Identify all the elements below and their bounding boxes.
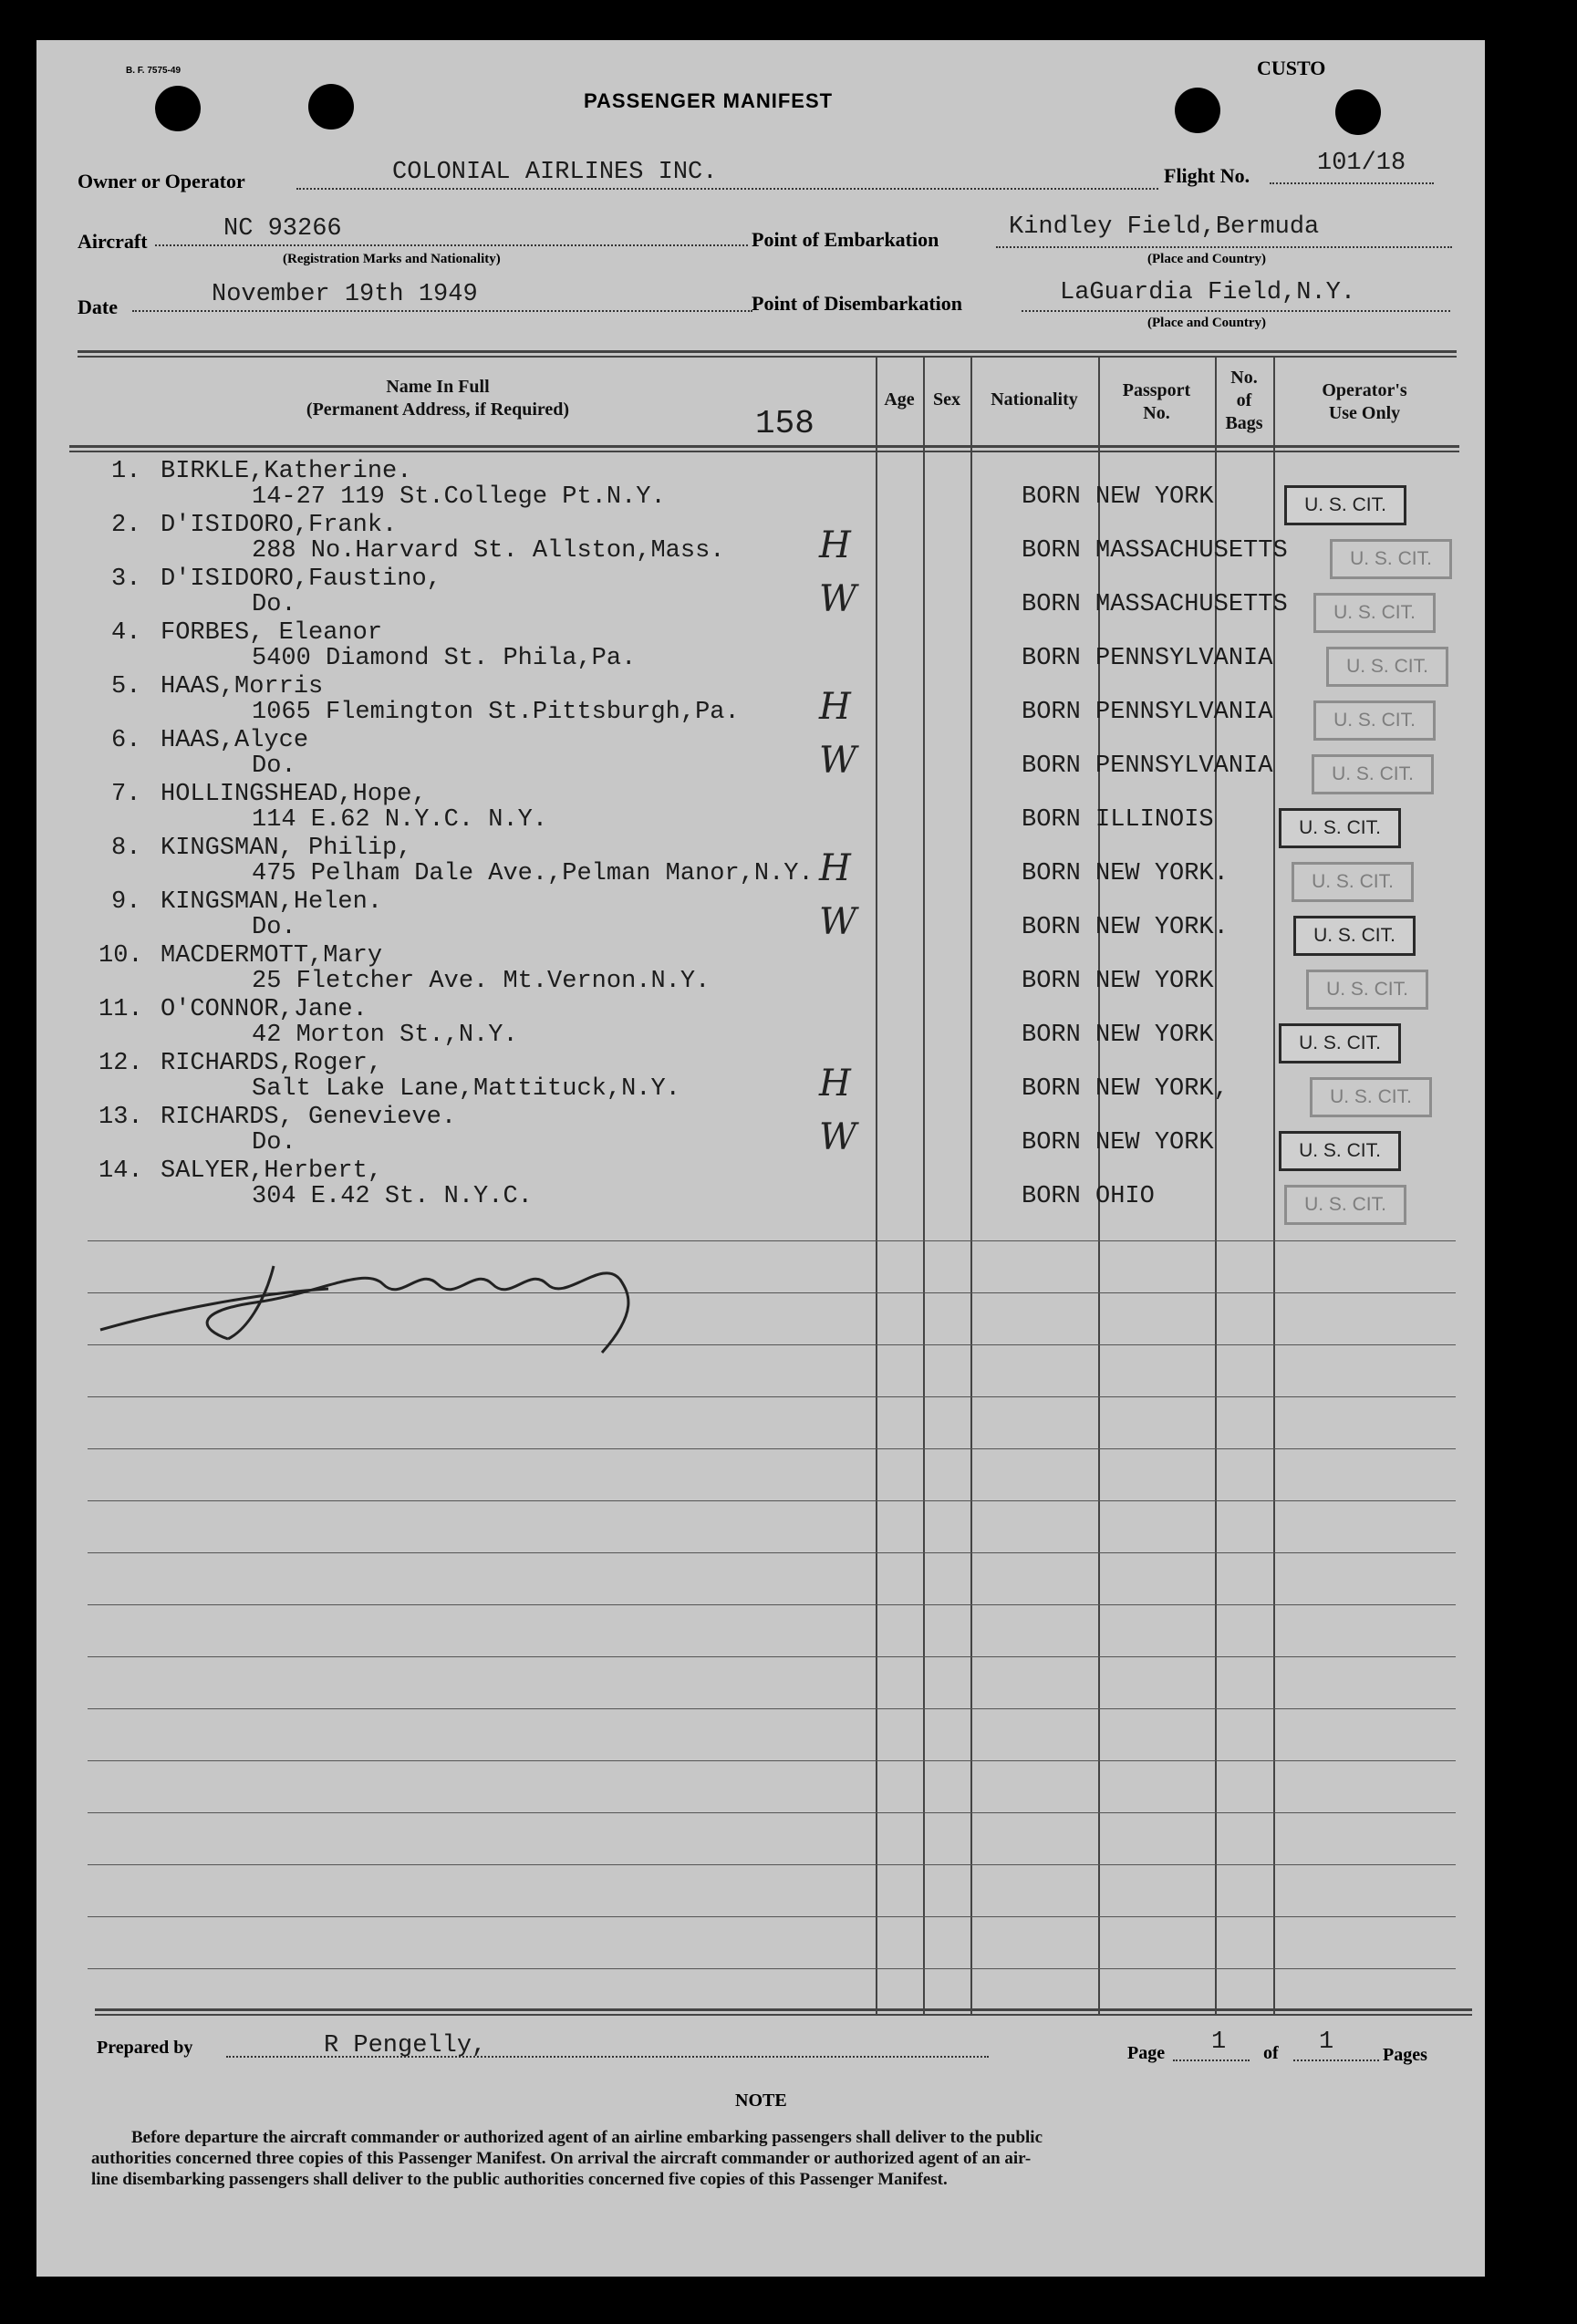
- passenger-number: 4.: [111, 619, 141, 647]
- date-value: November 19th 1949: [212, 281, 478, 308]
- passenger-address: 25 Fletcher Ave. Mt.Vernon.N.Y.: [252, 968, 711, 995]
- passenger-nationality: BORN PENNSYLVANIA: [1022, 699, 1273, 726]
- passenger-address: 1065 Flemington St.Pittsburgh,Pa.: [252, 699, 740, 726]
- passenger-nationality: BORN NEW YORK,: [1022, 1075, 1229, 1103]
- passenger-address: 14-27 119 St.College Pt.N.Y.: [252, 483, 666, 511]
- passenger-name: RICHARDS,Roger,: [161, 1050, 383, 1077]
- page-number: 1: [1211, 2028, 1227, 2056]
- handwritten-count: 158: [755, 405, 814, 442]
- passenger-number: 11.: [99, 996, 143, 1023]
- passenger-name: HAAS,Alyce: [161, 727, 309, 754]
- note-line: line disembarking passengers shall deliver to the public authorities concerned five copies of this Passenger Manifest.: [91, 2170, 948, 2189]
- col-operator-header: Operator's Use Only: [1322, 380, 1407, 423]
- passenger-name: RICHARDS, Genevieve.: [161, 1104, 457, 1131]
- ruled-line: [88, 1604, 1456, 1605]
- ruled-line: [88, 1864, 1456, 1865]
- passenger-number: 6.: [111, 727, 141, 754]
- ruled-line: [88, 1760, 1456, 1761]
- aircraft-sub: (Registration Marks and Nationality): [283, 252, 501, 266]
- date-label: Date: [78, 296, 118, 318]
- note-line: Before departure the aircraft commander or authorized agent of an airline embarking passengers shall deliver to the public: [131, 2128, 1043, 2147]
- col-sex-header: Sex: [933, 389, 960, 410]
- us-citizen-stamp: U. S. CIT.: [1279, 1023, 1401, 1063]
- ruled-line: [88, 1656, 1456, 1657]
- form-number: B. F. 7575-49: [126, 66, 182, 76]
- col-name-header: [173, 376, 702, 421]
- passenger-address: Do.: [252, 1129, 296, 1157]
- passenger-nationality: BORN NEW YORK: [1022, 483, 1214, 511]
- us-citizen-stamp: U. S. CIT.: [1284, 485, 1406, 525]
- col-bags-header: No. of Bags: [1225, 368, 1263, 433]
- prepared-by-label: Prepared by: [97, 2038, 193, 2058]
- passenger-address: 475 Pelham Dale Ave.,Pelman Manor,N.Y.: [252, 860, 814, 887]
- col-age-header: Age: [884, 389, 915, 410]
- ruled-line: [88, 1708, 1456, 1709]
- passenger-nationality: BORN NEW YORK: [1022, 1022, 1214, 1049]
- us-citizen-stamp: U. S. CIT.: [1306, 970, 1428, 1010]
- passenger-name: KINGSMAN, Philip,: [161, 835, 412, 862]
- disembark-label: Point of Disembarkation: [752, 292, 962, 315]
- aircraft-label: Aircraft: [78, 230, 148, 253]
- signature-scrawl: [91, 1193, 675, 1357]
- handwritten-mark: H: [819, 686, 851, 728]
- us-citizen-stamp: U. S. CIT.: [1310, 1077, 1432, 1117]
- punch-hole: [1175, 88, 1220, 133]
- passenger-nationality: BORN MASSACHUSETTS: [1022, 591, 1288, 618]
- passenger-address: 288 No.Harvard St. Allston,Mass.: [252, 537, 725, 565]
- passenger-name: D'ISIDORO,Faustino,: [161, 565, 441, 593]
- us-citizen-stamp: U. S. CIT.: [1330, 539, 1452, 579]
- passenger-name: SALYER,Herbert,: [161, 1157, 383, 1185]
- handwritten-mark: W: [819, 901, 857, 943]
- col-name-line1: Name In Full: [386, 377, 490, 397]
- us-citizen-stamp: U. S. CIT.: [1313, 593, 1436, 633]
- passenger-nationality: BORN NEW YORK: [1022, 968, 1214, 995]
- ruled-line: [88, 1812, 1456, 1813]
- passenger-nationality: BORN NEW YORK.: [1022, 914, 1229, 941]
- passenger-number: 8.: [111, 835, 141, 862]
- embark-value: Kindley Field,Bermuda: [1009, 213, 1320, 241]
- ruled-line: [88, 1916, 1456, 1917]
- note-title: NOTE: [735, 2091, 787, 2111]
- us-citizen-stamp: U. S. CIT.: [1312, 754, 1434, 794]
- passenger-number: 3.: [111, 565, 141, 593]
- col-nationality-header: Nationality: [991, 389, 1078, 410]
- passenger-name: BIRKLE,Katherine.: [161, 458, 412, 485]
- ruled-line: [88, 1968, 1456, 1969]
- passenger-name: D'ISIDORO,Frank.: [161, 512, 398, 539]
- passenger-number: 7.: [111, 781, 141, 808]
- us-citizen-stamp: U. S. CIT.: [1292, 862, 1414, 902]
- owner-label: Owner or Operator: [78, 170, 245, 192]
- of-label: of: [1263, 2043, 1279, 2063]
- handwritten-mark: W: [819, 740, 857, 782]
- passenger-address: 5400 Diamond St. Phila,Pa.: [252, 645, 637, 672]
- passenger-address: Do.: [252, 752, 296, 780]
- handwritten-mark: H: [819, 524, 851, 566]
- prepared-by-value: R Pengelly,: [324, 2032, 487, 2059]
- us-citizen-stamp: U. S. CIT.: [1326, 647, 1448, 687]
- embark-label: Point of Embarkation: [752, 228, 939, 251]
- corner-label: CUSTO: [1257, 57, 1326, 79]
- pages-label: Pages: [1383, 2045, 1427, 2065]
- passenger-number: 5.: [111, 673, 141, 700]
- passenger-address: 304 E.42 St. N.Y.C.: [252, 1183, 533, 1210]
- passenger-number: 2.: [111, 512, 141, 539]
- ruled-line: [88, 1448, 1456, 1449]
- us-citizen-stamp: U. S. CIT.: [1293, 916, 1416, 956]
- us-citizen-stamp: U. S. CIT.: [1313, 700, 1436, 741]
- passenger-address: Salt Lake Lane,Mattituck,N.Y.: [252, 1075, 680, 1103]
- punch-hole: [1335, 89, 1381, 135]
- us-citizen-stamp: U. S. CIT.: [1284, 1185, 1406, 1225]
- punch-hole: [155, 86, 201, 131]
- passenger-name: HAAS,Morris: [161, 673, 324, 700]
- embark-sub: (Place and Country): [1147, 252, 1266, 266]
- page-title: PASSENGER MANIFEST: [584, 89, 834, 112]
- handwritten-mark: H: [819, 847, 851, 889]
- passenger-nationality: BORN MASSACHUSETTS: [1022, 537, 1288, 565]
- handwritten-mark: W: [819, 1116, 857, 1158]
- passenger-nationality: BORN PENNSYLVANIA: [1022, 645, 1273, 672]
- passenger-number: 12.: [99, 1050, 143, 1077]
- owner-value: COLONIAL AIRLINES INC.: [392, 159, 718, 186]
- passenger-number: 10.: [99, 942, 143, 970]
- page-label: Page: [1127, 2043, 1166, 2063]
- col-name-line2: (Permanent Address, if Required): [306, 399, 570, 420]
- passenger-name: O'CONNOR,Jane.: [161, 996, 368, 1023]
- ruled-line: [88, 1396, 1456, 1397]
- passenger-number: 14.: [99, 1157, 143, 1185]
- note-text: [91, 2127, 1459, 2190]
- handwritten-mark: W: [819, 578, 857, 620]
- passenger-number: 9.: [111, 888, 141, 916]
- passenger-nationality: BORN PENNSYLVANIA: [1022, 752, 1273, 780]
- passenger-nationality: BORN NEW YORK: [1022, 1129, 1214, 1157]
- us-citizen-stamp: U. S. CIT.: [1279, 808, 1401, 848]
- passenger-nationality: BORN OHIO: [1022, 1183, 1155, 1210]
- passenger-nationality: BORN NEW YORK.: [1022, 860, 1229, 887]
- passenger-name: KINGSMAN,Helen.: [161, 888, 383, 916]
- passenger-name: HOLLINGSHEAD,Hope,: [161, 781, 427, 808]
- passenger-address: Do.: [252, 591, 296, 618]
- passenger-address: 114 E.62 N.Y.C. N.Y.: [252, 806, 548, 834]
- passenger-name: FORBES, Eleanor: [161, 619, 383, 647]
- col-passport-header: Passport No.: [1122, 380, 1191, 423]
- flight-value: 101/18: [1317, 150, 1406, 177]
- flight-label: Flight No.: [1164, 164, 1250, 187]
- note-line: authorities concerned three copies of this Passenger Manifest. On arrival the aircraft commander or authorized agent of an air-: [91, 2149, 1032, 2168]
- disembark-sub: (Place and Country): [1147, 316, 1266, 330]
- disembark-value: LaGuardia Field,N.Y.: [1060, 279, 1356, 306]
- passenger-nationality: BORN ILLINOIS: [1022, 806, 1214, 834]
- passenger-address: Do.: [252, 914, 296, 941]
- passenger-name: MACDERMOTT,Mary: [161, 942, 383, 970]
- manifest-page: [36, 40, 1485, 2277]
- ruled-line: [88, 1552, 1456, 1553]
- passenger-number: 13.: [99, 1104, 143, 1131]
- handwritten-mark: H: [819, 1063, 851, 1105]
- total-pages: 1: [1319, 2028, 1334, 2056]
- passenger-address: 42 Morton St.,N.Y.: [252, 1022, 518, 1049]
- punch-hole: [308, 84, 354, 130]
- us-citizen-stamp: U. S. CIT.: [1279, 1131, 1401, 1171]
- passenger-number: 1.: [111, 458, 141, 485]
- ruled-line: [88, 1500, 1456, 1501]
- aircraft-value: NC 93266: [223, 215, 342, 243]
